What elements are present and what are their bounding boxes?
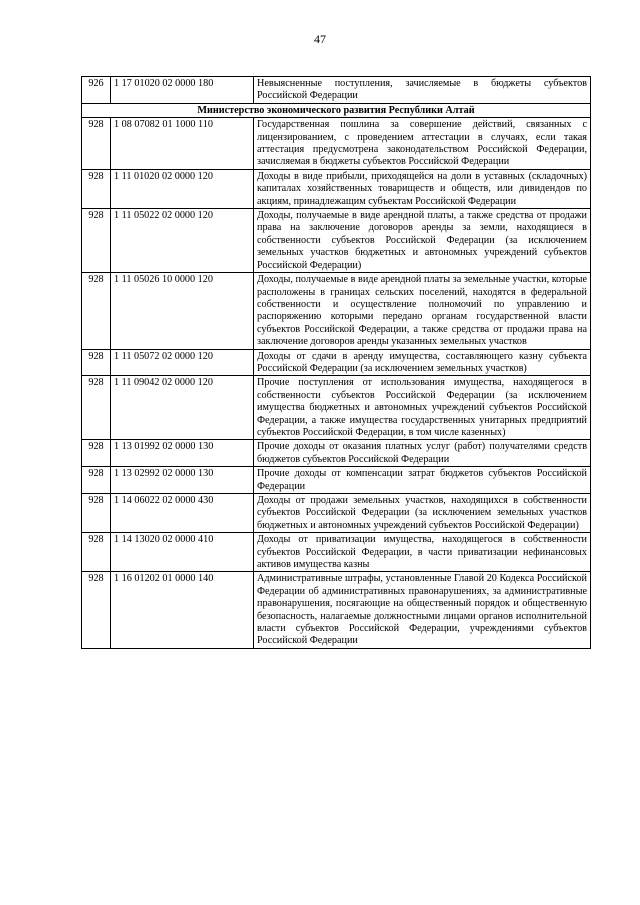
admin-code-cell: 928 [82,209,111,273]
table-row [82,349,591,376]
revenue-name-cell: Доходы от продажи земельных участков, находящихся в собственности субъектов Российской Федерации (за исключением земельных участков бюджетных и автономных учреждений субъектов Российской Федерации) [254,494,591,533]
admin-code-cell: 928 [82,533,111,572]
budget-code-cell: 1 17 01020 02 0000 180 [111,77,254,104]
revenue-name-cell: Доходы от сдачи в аренду имущества, составляющего казну субъекта Российской Федерации (за исключением земельных участков) [254,349,591,376]
table-body [82,77,591,649]
budget-code-cell: 1 13 01992 02 0000 130 [111,440,254,467]
budget-code-cell: 1 11 05072 02 0000 120 [111,349,254,376]
revenue-name-cell: Прочие доходы от компенсации затрат бюджетов субъектов Российской Федерации [254,467,591,494]
table-row [82,440,591,467]
admin-code-cell: 928 [82,467,111,494]
budget-code-cell: 1 13 02992 02 0000 130 [111,467,254,494]
revenue-name-cell: Доходы, получаемые в виде арендной платы за земельные участки, которые расположены в границах сельских поселений, находятся в федеральной собственности и осуществление полномочий по управлению и распоряжению которыми передано органам государственной власти субъектов Российской Федерации, а также средства от продажи права на заключение договоров аренды указанных земельных участков [254,273,591,349]
budget-code-cell: 1 14 06022 02 0000 430 [111,494,254,533]
admin-code-cell: 928 [82,376,111,440]
admin-code-cell: 928 [82,273,111,349]
revenue-name-cell: Доходы от приватизации имущества, находящегося в собственности субъектов Российской Федерации, в части приватизации нефинансовых активов имущества казны [254,533,591,572]
table-row [82,77,591,104]
revenue-name-cell: Прочие доходы от оказания платных услуг (работ) получателями средств бюджетов субъектов Российской Федерации [254,440,591,467]
table-row [82,273,591,349]
admin-code-cell: 928 [82,169,111,208]
admin-code-cell: 928 [82,349,111,376]
table-row [82,169,591,208]
table-row [82,467,591,494]
admin-code-cell: 926 [82,77,111,104]
budget-code-cell: 1 11 09042 02 0000 120 [111,376,254,440]
budget-code-cell: 1 08 07082 01 1000 110 [111,118,254,170]
table-row [82,209,591,273]
page-number: 47 [314,32,326,46]
table-row [82,572,591,648]
budget-code-cell: 1 14 13020 02 0000 410 [111,533,254,572]
budget-code-cell: 1 11 01020 02 0000 120 [111,169,254,208]
budget-code-cell: 1 16 01202 01 0000 140 [111,572,254,648]
section-row [82,103,591,117]
revenue-name-cell: Доходы, получаемые в виде арендной платы, а также средства от продажи права на заключение договоров аренды за земли, находящиеся в собственности субъектов Российской Федерации (за исключением земельных участков бюджетных и автономных учреждений субъектов Российской Федерации) [254,209,591,273]
section-title: Министерство экономического развития Республики Алтай [82,103,591,117]
revenue-name-cell: Невыясненные поступления, зачисляемые в бюджеты субъектов Российской Федерации [254,77,591,104]
admin-code-cell: 928 [82,440,111,467]
revenue-name-cell: Государственная пошлина за совершение действий, связанных с лицензированием, с проведением аттестации в случаях, если такая аттестация предусмотрена законодательством Российской Федерации, зачисляемая в бюджеты субъектов Российской Федерации [254,118,591,170]
table-row [82,118,591,170]
budget-code-cell: 1 11 05026 10 0000 120 [111,273,254,349]
admin-code-cell: 928 [82,494,111,533]
revenue-name-cell: Административные штрафы, установленные Главой 20 Кодекса Российской Федерации об административных правонарушениях, за административные правонарушения, посягающие на общественный порядок и общественную безопасность, налагаемые должностными лицами органов исполнительной власти субъектов Российской Федерации, учреждениями субъектов Российской Федерации [254,572,591,648]
revenue-name-cell: Прочие поступления от использования имущества, находящегося в собственности субъектов Российской Федерации (за исключением имущества бюджетных и автономных учреждений субъектов Российской Федерации, а также имущества государственных унитарных предприятий субъектов Российской Федерации, в том числе казенных) [254,376,591,440]
budget-code-cell: 1 11 05022 02 0000 120 [111,209,254,273]
revenue-classification-table [81,76,591,649]
admin-code-cell: 928 [82,572,111,648]
table-row [82,376,591,440]
revenue-name-cell: Доходы в виде прибыли, приходящейся на доли в уставных (складочных) капиталах хозяйственных товариществ и обществ, или дивидендов по акциям, принадлежащим субъектам Российской Федерации [254,169,591,208]
table-row [82,533,591,572]
table-row [82,494,591,533]
admin-code-cell: 928 [82,118,111,170]
